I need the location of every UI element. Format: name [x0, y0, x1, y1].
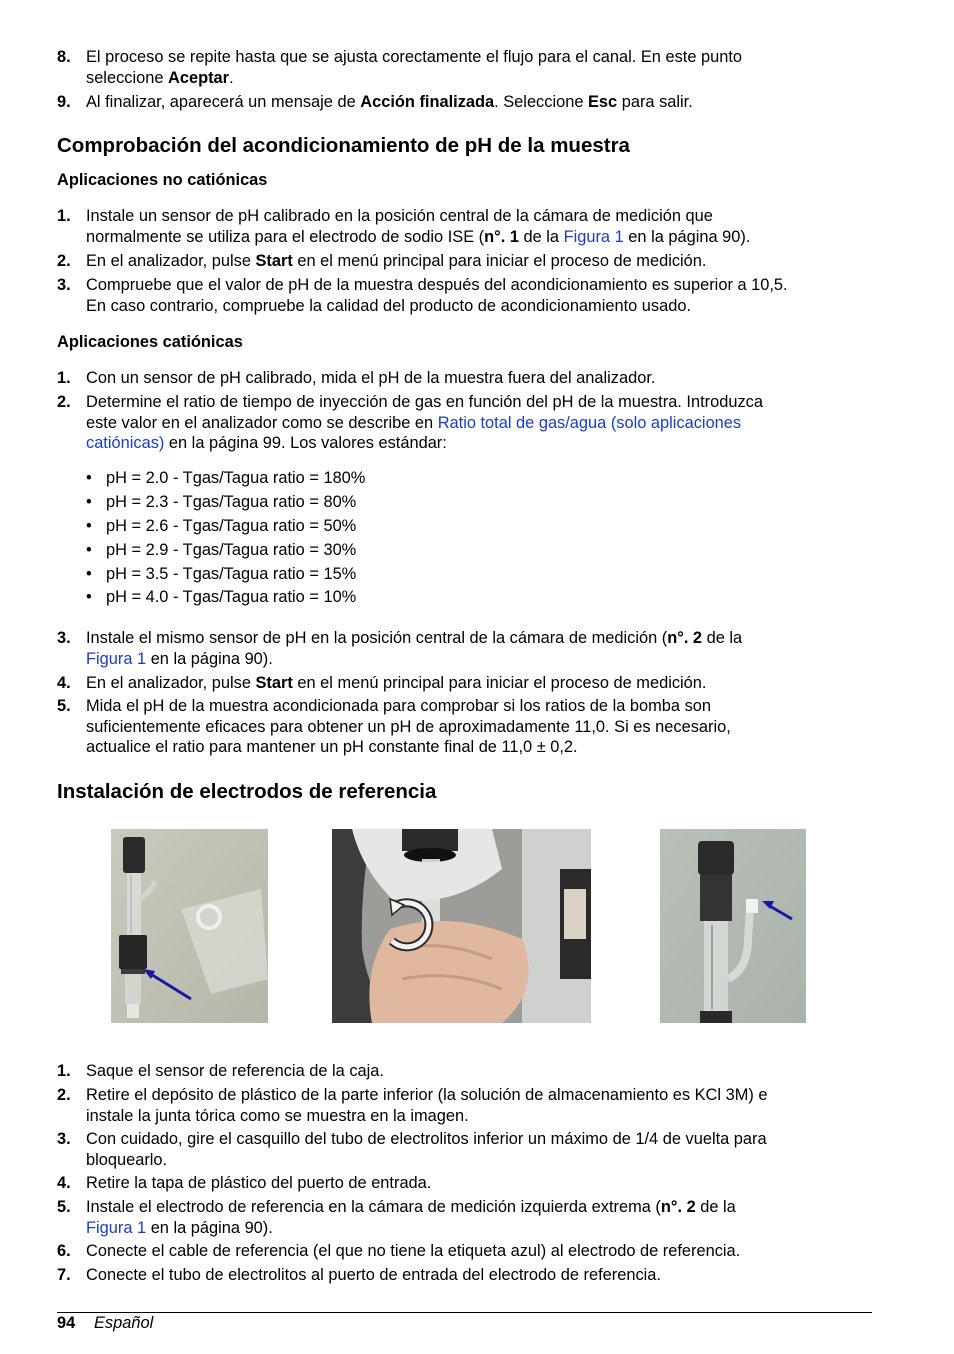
step-text-fragment: de la	[695, 1198, 736, 1216]
bullet-marker: •	[86, 565, 92, 583]
bullet-item: pH = 2.0 - Tgas/Tagua ratio = 180%	[106, 469, 366, 487]
step-text	[86, 628, 886, 669]
ui-term: Start	[255, 252, 293, 270]
ui-term: Esc	[588, 93, 618, 111]
photo-rotate-fitting	[332, 829, 591, 1023]
ui-term: Aceptar	[168, 68, 230, 87]
step-text: Conecte el tubo de electrolitos al puerto de entrada del electrodo de referencia.	[86, 1266, 661, 1284]
ref-number: n°. 2	[667, 629, 703, 647]
bullet-marker: •	[86, 541, 92, 559]
ref-number: n°. 1	[484, 227, 519, 246]
step-text	[86, 251, 886, 272]
step-text-line: Retire el depósito de plástico de la parte inferior (la solución de almacenamiento es KCl 3M) e	[86, 1086, 768, 1104]
ref-number: n°. 2	[660, 1198, 696, 1216]
section-link[interactable]: catiónicas)	[86, 434, 165, 452]
step-text-line: Instale un sensor de pH calibrado en la posición central de la cámara de medición que	[86, 207, 713, 225]
step-text-line: Mida el pH de la muestra acondicionada para comprobar si los ratios de la bomba son	[86, 697, 712, 715]
step-text-fragment: normalmente se utiliza para el electrodo de sodio ISE (	[86, 227, 485, 246]
bullet-marker: •	[86, 588, 92, 606]
step-text-fragment: en el menú principal para iniciar el proceso de medición.	[292, 674, 707, 692]
step-text	[86, 392, 886, 454]
step-text-line: Compruebe que el valor de pH de la muestra después del acondicionamiento es superior a 10,5.	[86, 276, 788, 294]
step-text-fragment: Instale el mismo sensor de pH en la posición central de la cámara de medición (	[86, 629, 668, 647]
subsection-heading: Aplicaciones catiónicas	[57, 333, 243, 351]
step-text-line: actualice el ratio para mantener un pH constante final de 11,0 ± 0,2.	[86, 738, 578, 756]
step-text: Retire la tapa de plástico del puerto de entrada.	[86, 1174, 432, 1192]
step-text-line: El proceso se repite hasta que se ajusta corectamente el flujo para el canal. En este punto	[86, 48, 743, 66]
step-text-line: instale la junta tórica como se muestra en la imagen.	[86, 1106, 469, 1125]
step-text: Saque el sensor de referencia de la caja.	[86, 1062, 384, 1080]
figure-link[interactable]: Figura 1	[86, 1218, 147, 1237]
step-number: 3.	[57, 276, 71, 294]
step-number: 4.	[57, 1174, 71, 1192]
section-heading: Instalación de electrodos de referencia	[57, 780, 437, 803]
bullet-item: pH = 2.6 - Tgas/Tagua ratio = 50%	[106, 517, 357, 535]
step-text-line: bloquearlo.	[86, 1150, 168, 1169]
step-text	[86, 92, 886, 113]
step-text: Con un sensor de pH calibrado, mida el pH de la muestra fuera del analizador.	[86, 369, 656, 387]
bullet-marker: •	[86, 493, 92, 511]
step-text-fragment: .	[229, 68, 234, 87]
photo-inlet-cap	[660, 829, 806, 1023]
ui-term: Acción finalizada	[360, 93, 495, 111]
step-number: 5.	[57, 1198, 71, 1216]
step-text	[86, 206, 886, 247]
step-text-fragment: seleccione	[86, 68, 169, 87]
step-text-fragment: para salir.	[617, 93, 693, 111]
step-number: 3.	[57, 1130, 71, 1148]
step-number: 8.	[57, 48, 71, 66]
step-text	[86, 1085, 886, 1126]
step-text-fragment: en la página 90).	[146, 649, 273, 668]
ui-term: Start	[255, 674, 293, 692]
step-number: 2.	[57, 252, 71, 270]
step-number: 5.	[57, 697, 71, 715]
step-text	[86, 1197, 886, 1238]
step-number: 2.	[57, 1086, 71, 1104]
step-text	[86, 696, 886, 758]
step-text	[86, 673, 886, 694]
step-number: 1.	[57, 1062, 71, 1080]
bullet-item: pH = 4.0 - Tgas/Tagua ratio = 10%	[106, 588, 357, 606]
step-text-fragment: en el menú principal para iniciar el proceso de medición.	[292, 252, 707, 270]
step-text-line: En caso contrario, compruebe la calidad del producto de acondicionamiento usado.	[86, 296, 692, 315]
section-heading: Comprobación del acondicionamiento de pH de la muestra	[57, 134, 630, 157]
step-number: 7.	[57, 1266, 71, 1284]
footer-language: Español	[94, 1314, 154, 1332]
figure-link[interactable]: Figura 1	[563, 227, 624, 246]
step-number: 3.	[57, 629, 71, 647]
step-text-line: suficientemente eficaces para obtener un pH de aproximadamente 11,0. Si es necesario,	[86, 717, 731, 736]
step-text-line: Determine el ratio de tiempo de inyección de gas en función del pH de la muestra. Introduzca	[86, 393, 763, 411]
step-text-fragment: . Seleccione	[494, 93, 588, 111]
step-text-fragment: de la	[518, 227, 564, 246]
bullet-marker: •	[86, 469, 92, 487]
step-text-fragment: en la página 90).	[623, 227, 751, 246]
step-text-fragment: En el analizador, pulse	[86, 674, 256, 692]
bullet-marker: •	[86, 517, 92, 535]
footer-rule	[57, 1312, 872, 1313]
step-text: Conecte el cable de referencia (el que no tiene la etiqueta azul) al electrodo de referencia.	[86, 1242, 741, 1260]
bullet-item: pH = 2.9 - Tgas/Tagua ratio = 30%	[106, 541, 357, 559]
step-text-fragment: de la	[702, 629, 743, 647]
bullet-item: pH = 3.5 - Tgas/Tagua ratio = 15%	[106, 565, 357, 583]
page-number: 94	[57, 1314, 76, 1332]
step-text	[86, 1129, 886, 1170]
step-text-fragment: este valor en el analizador como se describe en	[86, 413, 438, 432]
step-number: 9.	[57, 93, 71, 111]
figure-link[interactable]: Figura 1	[86, 649, 147, 668]
step-number: 4.	[57, 674, 71, 692]
step-text-fragment: en la página 99. Los valores estándar:	[164, 434, 447, 452]
bullet-item: pH = 2.3 - Tgas/Tagua ratio = 80%	[106, 493, 357, 511]
step-number: 1.	[57, 207, 71, 225]
step-text	[86, 47, 886, 88]
step-text-fragment: en la página 90).	[146, 1218, 273, 1237]
step-number: 6.	[57, 1242, 71, 1260]
step-text-fragment: En el analizador, pulse	[86, 252, 256, 270]
step-number: 2.	[57, 393, 71, 411]
photo-electrode-oring	[111, 829, 268, 1023]
step-text-fragment: Instale el electrodo de referencia en la cámara de medición izquierda extrema (	[86, 1198, 661, 1216]
step-text-fragment: Al finalizar, aparecerá un mensaje de	[86, 93, 361, 111]
step-text-line: Con cuidado, gire el casquillo del tubo de electrolitos inferior un máximo de 1/4 de vuelta para	[86, 1130, 767, 1148]
step-number: 1.	[57, 369, 71, 387]
subsection-heading: Aplicaciones no catiónicas	[57, 171, 268, 189]
section-link[interactable]: Ratio total de gas/agua (solo aplicaciones	[437, 413, 742, 432]
step-text	[86, 275, 886, 316]
